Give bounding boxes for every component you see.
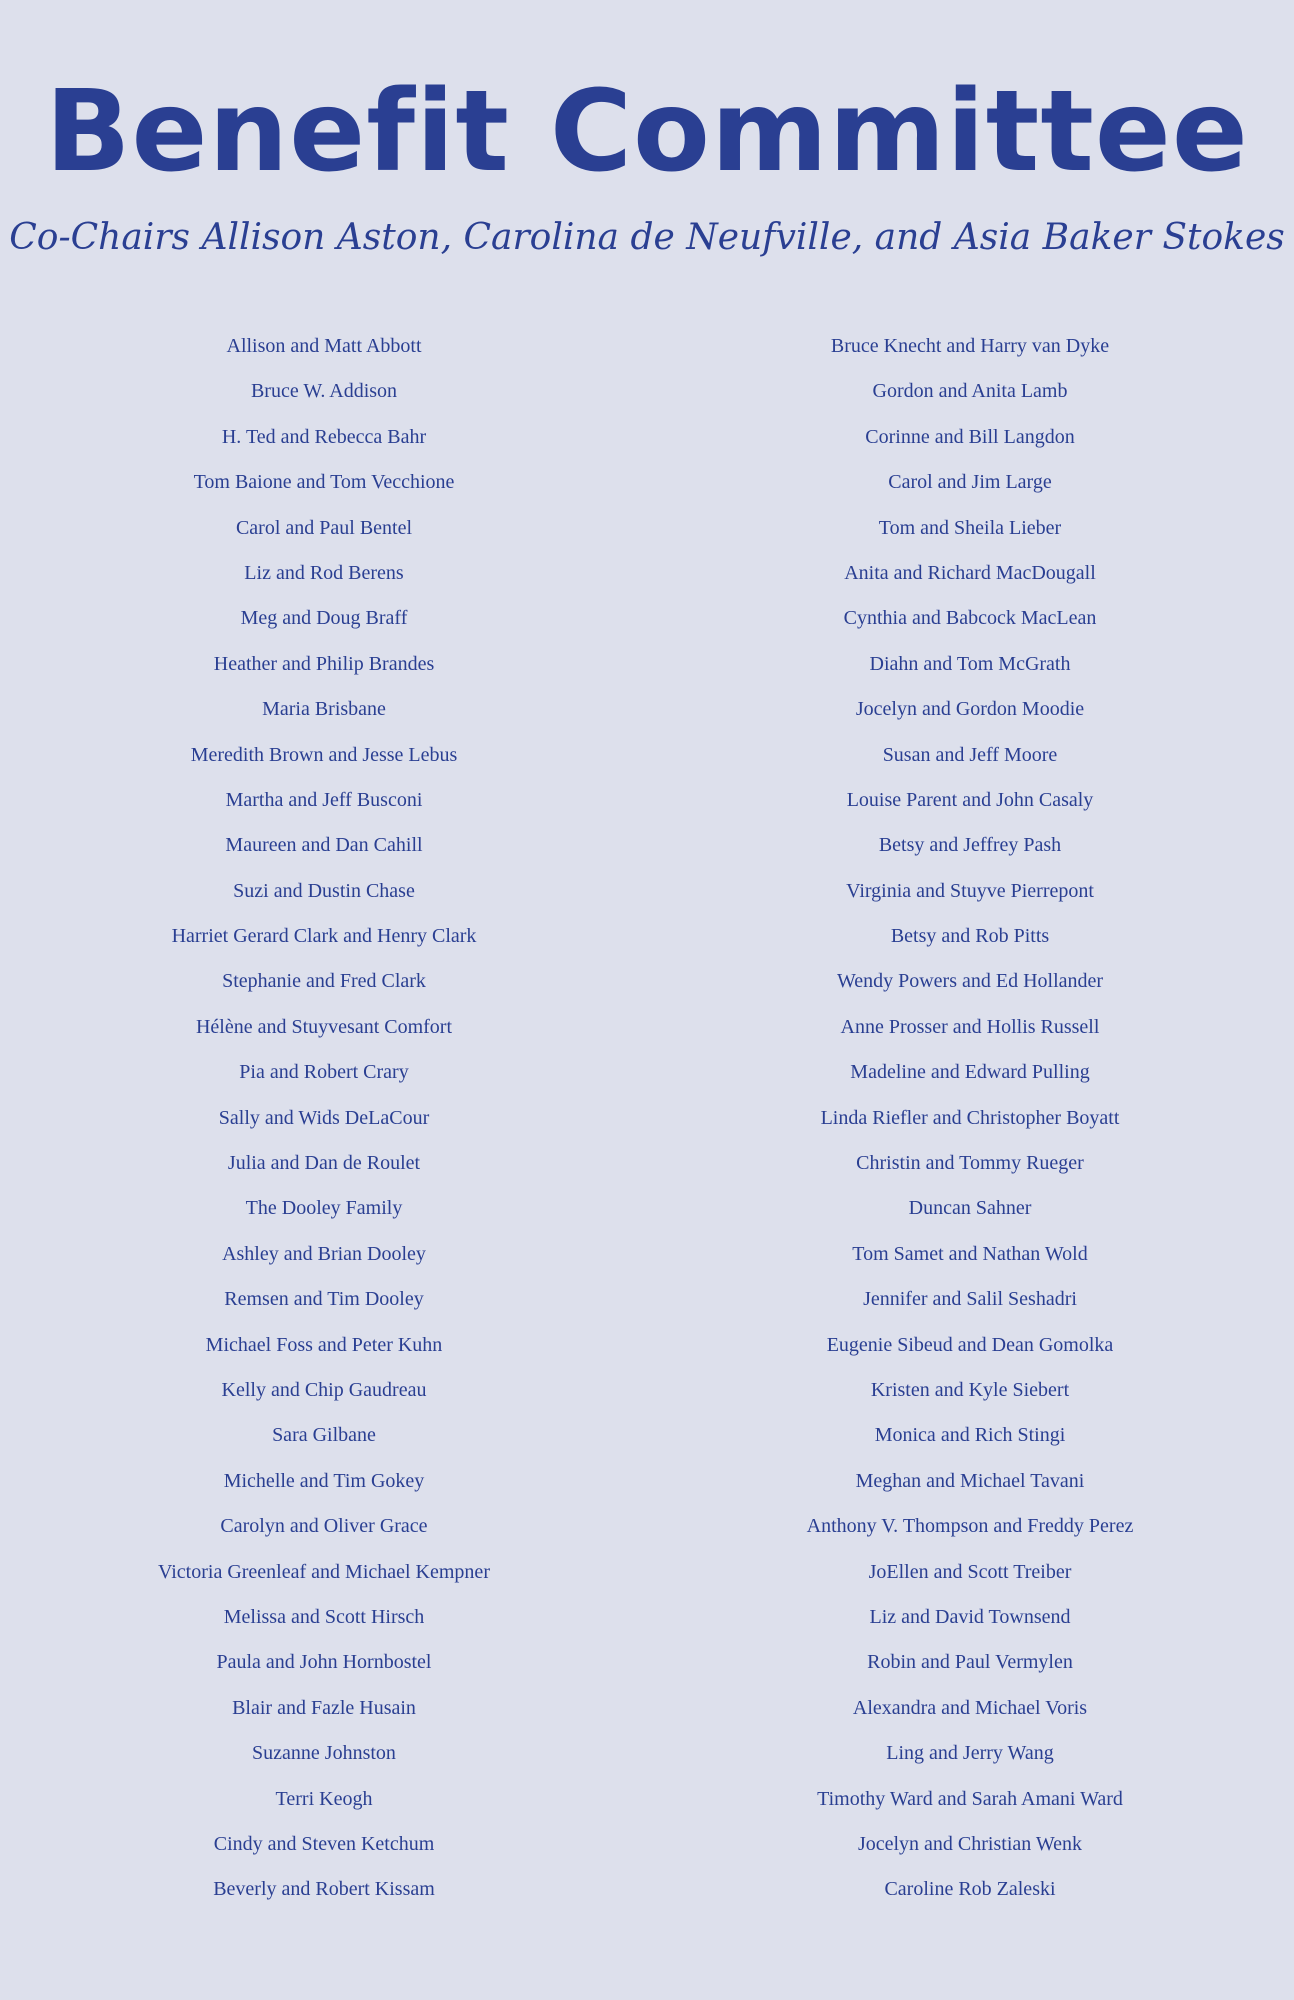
member-name: Virginia and Stuyve Pierrepont xyxy=(846,879,1094,902)
member-name: Carol and Jim Large xyxy=(888,471,1052,494)
member-name: Wendy Powers and Ed Hollander xyxy=(836,970,1104,993)
member-name: Alexandra and Michael Voris xyxy=(852,1696,1088,1719)
page-title: Benefit Committee xyxy=(45,67,1249,197)
member-name: Kristen and Kyle Siebert xyxy=(870,1378,1070,1401)
member-name: Caroline Rob Zaleski xyxy=(884,1878,1056,1901)
member-name: Liz and Rod Berens xyxy=(244,561,404,584)
member-name: Suzi and Dustin Chase xyxy=(233,879,415,902)
member-name: Harriet Gerard Clark and Henry Clark xyxy=(171,925,477,948)
member-name: Betsy and Rob Pitts xyxy=(890,925,1050,948)
member-name: Julia and Dan de Roulet xyxy=(227,1152,421,1175)
member-name: Tom and Sheila Lieber xyxy=(878,516,1062,539)
member-name: Stephanie and Fred Clark xyxy=(222,970,426,993)
member-name: Ling and Jerry Wang xyxy=(886,1742,1054,1765)
member-name: The Dooley Family xyxy=(245,1197,403,1220)
member-name: Tom Samet and Nathan Wold xyxy=(852,1242,1088,1265)
member-name: Susan and Jeff Moore xyxy=(882,743,1058,766)
member-name: H. Ted and Rebecca Bahr xyxy=(221,425,427,448)
committee-list-left xyxy=(0,324,648,1913)
member-name: Sally and Wids DeLaCour xyxy=(218,1106,430,1129)
member-name: Bruce W. Addison xyxy=(250,380,398,403)
member-name: Kelly and Chip Gaudreau xyxy=(221,1378,427,1401)
member-name: Corinne and Bill Langdon xyxy=(865,425,1075,448)
member-name: Christin and Tommy Rueger xyxy=(856,1152,1084,1175)
member-name: Maria Brisbane xyxy=(262,698,386,721)
member-name: Carol and Paul Bentel xyxy=(235,516,413,539)
member-name: Betsy and Jeffrey Pash xyxy=(878,834,1062,857)
member-name: Hélène and Stuyvesant Comfort xyxy=(195,1015,453,1038)
member-name: Carolyn and Oliver Grace xyxy=(220,1515,428,1538)
member-name: Anthony V. Thompson and Freddy Perez xyxy=(806,1515,1134,1538)
member-name: JoEllen and Scott Treiber xyxy=(868,1560,1072,1583)
member-name: Louise Parent and John Casaly xyxy=(846,788,1094,811)
member-name: Cindy and Steven Ketchum xyxy=(213,1832,435,1855)
member-name: Heather and Philip Brandes xyxy=(213,652,435,675)
member-name: Melissa and Scott Hirsch xyxy=(223,1605,425,1628)
member-name: Allison and Matt Abbott xyxy=(226,335,422,357)
member-name: Jocelyn and Christian Wenk xyxy=(857,1832,1083,1855)
committee-list-right xyxy=(646,324,1294,1913)
member-name: Paula and John Hornbostel xyxy=(216,1651,432,1674)
member-name: Meredith Brown and Jesse Lebus xyxy=(190,743,458,766)
member-name: Maureen and Dan Cahill xyxy=(225,834,423,857)
member-name: Pia and Robert Crary xyxy=(239,1061,409,1084)
member-name: Linda Riefler and Christopher Boyatt xyxy=(820,1106,1120,1129)
member-name: Madeline and Edward Pulling xyxy=(850,1061,1090,1084)
member-name: Blair and Fazle Husain xyxy=(232,1696,416,1719)
member-name: Suzanne Johnston xyxy=(252,1742,396,1765)
member-name: Eugenie Sibeud and Dean Gomolka xyxy=(826,1333,1114,1356)
member-name: Timothy Ward and Sarah Amani Ward xyxy=(817,1787,1123,1810)
member-name: Ashley and Brian Dooley xyxy=(222,1242,426,1265)
member-name: Monica and Rich Stingi xyxy=(874,1424,1066,1447)
member-name: Meghan and Michael Tavani xyxy=(855,1469,1085,1492)
member-name: Terri Keogh xyxy=(275,1787,373,1810)
member-name: Anne Prosser and Hollis Russell xyxy=(840,1015,1100,1038)
member-name: Liz and David Townsend xyxy=(869,1605,1071,1628)
member-name: Robin and Paul Vermylen xyxy=(867,1651,1073,1674)
member-name: Remsen and Tim Dooley xyxy=(224,1288,424,1311)
member-name: Sara Gilbane xyxy=(272,1424,376,1447)
member-name: Martha and Jeff Busconi xyxy=(225,788,423,811)
member-name: Anita and Richard MacDougall xyxy=(844,561,1096,584)
member-name: Victoria Greenleaf and Michael Kempner xyxy=(158,1560,490,1583)
member-name: Duncan Sahner xyxy=(908,1197,1032,1220)
member-name: Meg and Doug Braff xyxy=(240,607,408,630)
member-name: Cynthia and Babcock MacLean xyxy=(843,607,1097,630)
member-name: Jennifer and Salil Seshadri xyxy=(863,1288,1077,1311)
member-name: Jocelyn and Gordon Moodie xyxy=(855,698,1085,721)
member-name: Michelle and Tim Gokey xyxy=(223,1469,425,1492)
member-name: Tom Baione and Tom Vecchione xyxy=(193,471,455,494)
member-name: Gordon and Anita Lamb xyxy=(872,380,1068,403)
member-name: Beverly and Robert Kissam xyxy=(213,1878,435,1901)
member-name: Diahn and Tom McGrath xyxy=(869,652,1071,675)
member-name: Bruce Knecht and Harry van Dyke xyxy=(830,335,1110,357)
member-name: Michael Foss and Peter Kuhn xyxy=(205,1333,443,1356)
co-chairs-subtitle: Co-Chairs Allison Aston, Carolina de Neufville, and Asia Baker Stokes xyxy=(9,217,1285,258)
